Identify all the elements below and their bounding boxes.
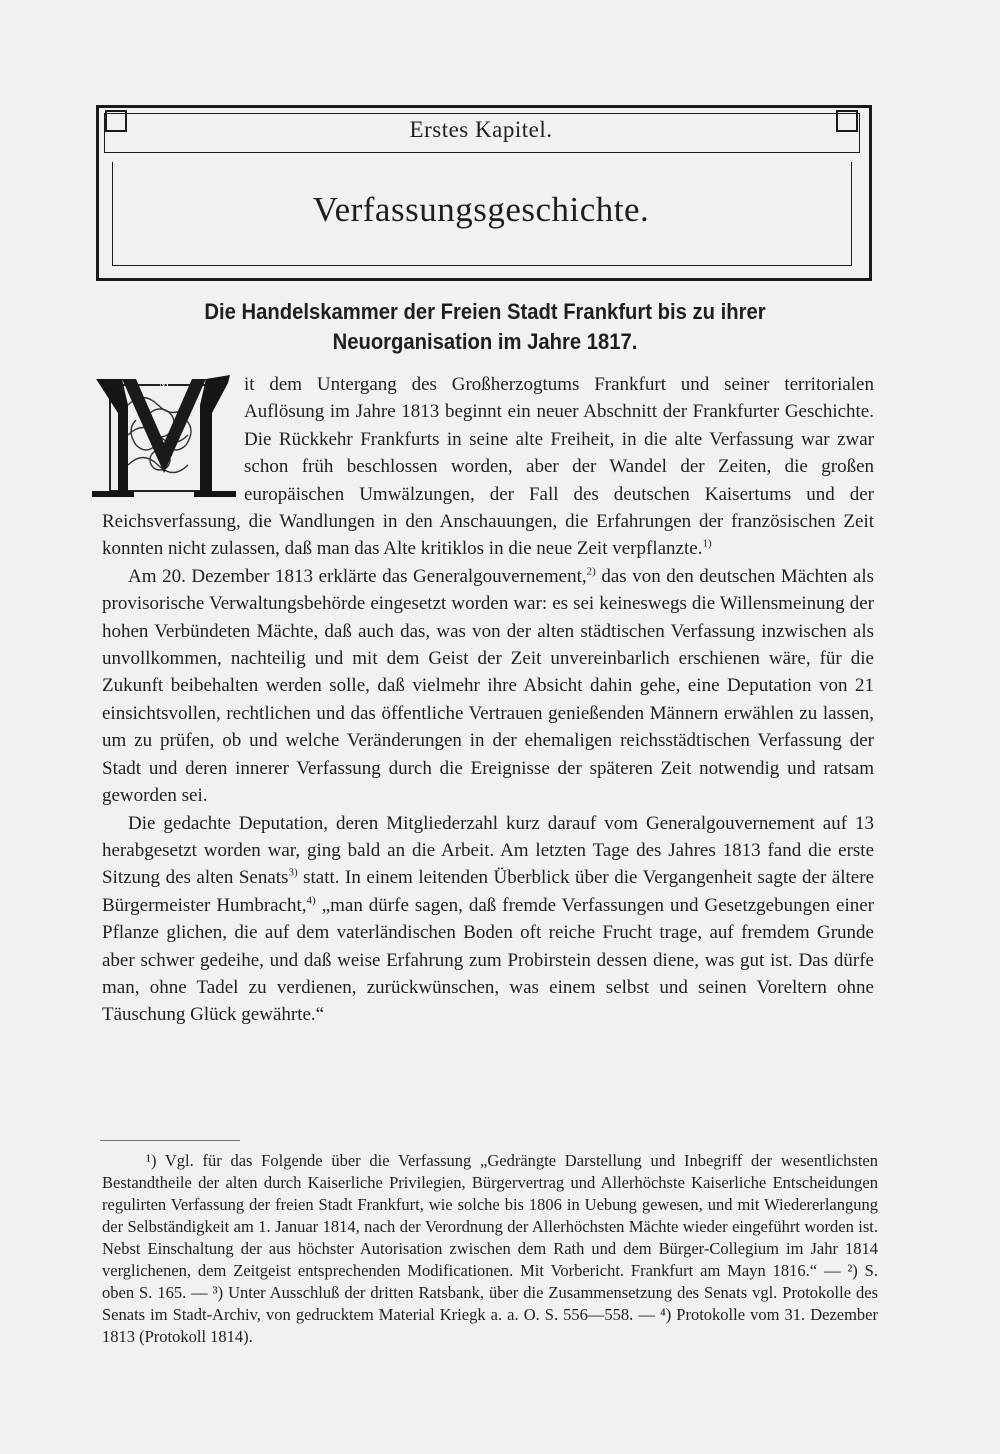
paragraph-3-text-c: „man dürfe sagen, daß fremde Verfassungen und Gesetzgebungen einer Pflanze glichen, die auf dem vaterländischen Boden oft reiche Frucht trage, auf fremdem Grunde aber schwer gedeihe, und daß weise Erfahrung zum Probirstein dessen diene, was gut ist. Das dürfe man, ohne Tadel zu verdienen, zurückwünschen, was einem selbst und seinen Voreltern ohne Täuschung Glück gewährte.“ bbox=[102, 894, 874, 1026]
section-title-line-1: Die Handelskammer der Freien Stadt Frankfurt bis zu ihrer bbox=[204, 299, 766, 324]
footnotes bbox=[102, 1150, 878, 1348]
footnote-text: ¹) Vgl. für das Folgende über die Verfassung „Gedrängte Darstellung und Inbegriff der wesentlichsten Bestandtheile der alten durch Kaiserliche Privilegien, Bürgervertrag und Allerhöchste Kaiserliche Entscheidungen regulirten Verfassung der freien Stadt Frankfurt, wie solche bis 1806 in Uebung gewesen, und mit Wiedererlangung der Selbständigkeit am 1. Januar 1814, nach der Verordnung der Allerhöchsten Mächte wieder eingeführt worden ist. Nebst Einschaltung der aus höchster Autorisation zwischen dem Rath und dem Bürger-Collegium im Jahr 1814 verglichenen, dem Zeitgeist entsprechenden Modificationen. Mit Vorbericht. Frankfurt am Mayn 1816.“ — ²) S. oben S. 165. — ³) Unter Ausschluß der dritten Ratsbank, über die Zusammensetzung des Senats vgl. Protokolle des Senats im Stadt-Archiv, von gedrucktem Material Kriegk a. a. O. S. 556—558. — ⁴) Protokolle vom 31. Dezember 1813 (Protokoll 1814). bbox=[102, 1151, 878, 1346]
footnote-separator bbox=[100, 1140, 240, 1141]
chapter-label: Erstes Kapitel. bbox=[409, 117, 553, 142]
paragraph-3-text-a: Die gedachte Deputation, deren Mitgliederzahl kurz darauf vom Generalgouvernement auf 13 herabgesetzt worden war, ging bald an die Arbeit. Am letzten Tage des Jahres 1813 fand die erste Sitzung des alten Senats bbox=[102, 812, 874, 889]
section-title-line-2: Neuorganisation im Jahre 1817. bbox=[332, 329, 638, 354]
section-title bbox=[131, 297, 839, 357]
paragraph-2-text-a: Am 20. Dezember 1813 erklärte das Generalgouvernement, bbox=[128, 565, 587, 587]
footnote-ref-3: 3) bbox=[288, 866, 298, 879]
paragraph-3 bbox=[102, 810, 874, 1029]
paragraph-3-text-b: statt. In einem leitenden Überblick über die Vergangenheit sagte der ältere Bürgermeister Humbracht, bbox=[102, 867, 874, 916]
body-text bbox=[102, 371, 874, 1029]
paragraph-2 bbox=[102, 563, 874, 810]
chapter-title: Verfassungsgeschichte. bbox=[312, 190, 650, 229]
initial-letter: M bbox=[158, 376, 170, 390]
footnote-ref-2: 2) bbox=[586, 565, 596, 578]
paragraph-1-text: it dem Untergang des Großherzogtums Frankfurt und seiner territorialen Auflösung im Jahre 1813 beginnt ein neuer Abschnitt der Frankfurter Geschichte. Die Rückkehr Frankfurts in seine alte Freiheit, in die alte Verfassung war zwar schon früh beschlossen worden, aber der Wandel der Zeiten, die großen europäischen Umwälzungen, der Fall des deutschen Kaisertums und der Reichsverfassung, die Wandlungen in den Anschauungen, die Erfahrungen der französischen Zeit konnten nicht zulassen, daß man das Alte kritiklos in die neue Zeit verpflanzte. bbox=[102, 374, 874, 560]
footnote-ref-4: 4) bbox=[306, 894, 316, 907]
paragraph-2-text-b: das von den deutschen Mächten als provisorische Verwaltungsbehörde eingesetzt worden war: es sei keineswegs die Willensmeinung der hohen Verbündeten Mächte, daß auch das, was von der alten städtischen Verfassung inzwischen als unvollkommen, nachteilig und mit dem Geist der Zeit unvereinbarlich erschienen wäre, für die Zukunft beibehalten werden solle, daß vielmehr ihre Absicht dahin gehe, eine Deputation von 21 einsichtsvollen, rechtlichen und das öffentliche Vertrauen genießenden Männern erwählen zu lassen, um zu prüfen, ob und welche Veränderungen in der ehemaligen reichsstädtischen Verfassung der Stadt und deren innerer Verfassung durch die Ereignisse der späteren Zeit notwendig und ratsam geworden sei. bbox=[102, 565, 874, 807]
footnote-ref-1: 1) bbox=[702, 538, 712, 551]
initial-spacer bbox=[102, 367, 244, 507]
